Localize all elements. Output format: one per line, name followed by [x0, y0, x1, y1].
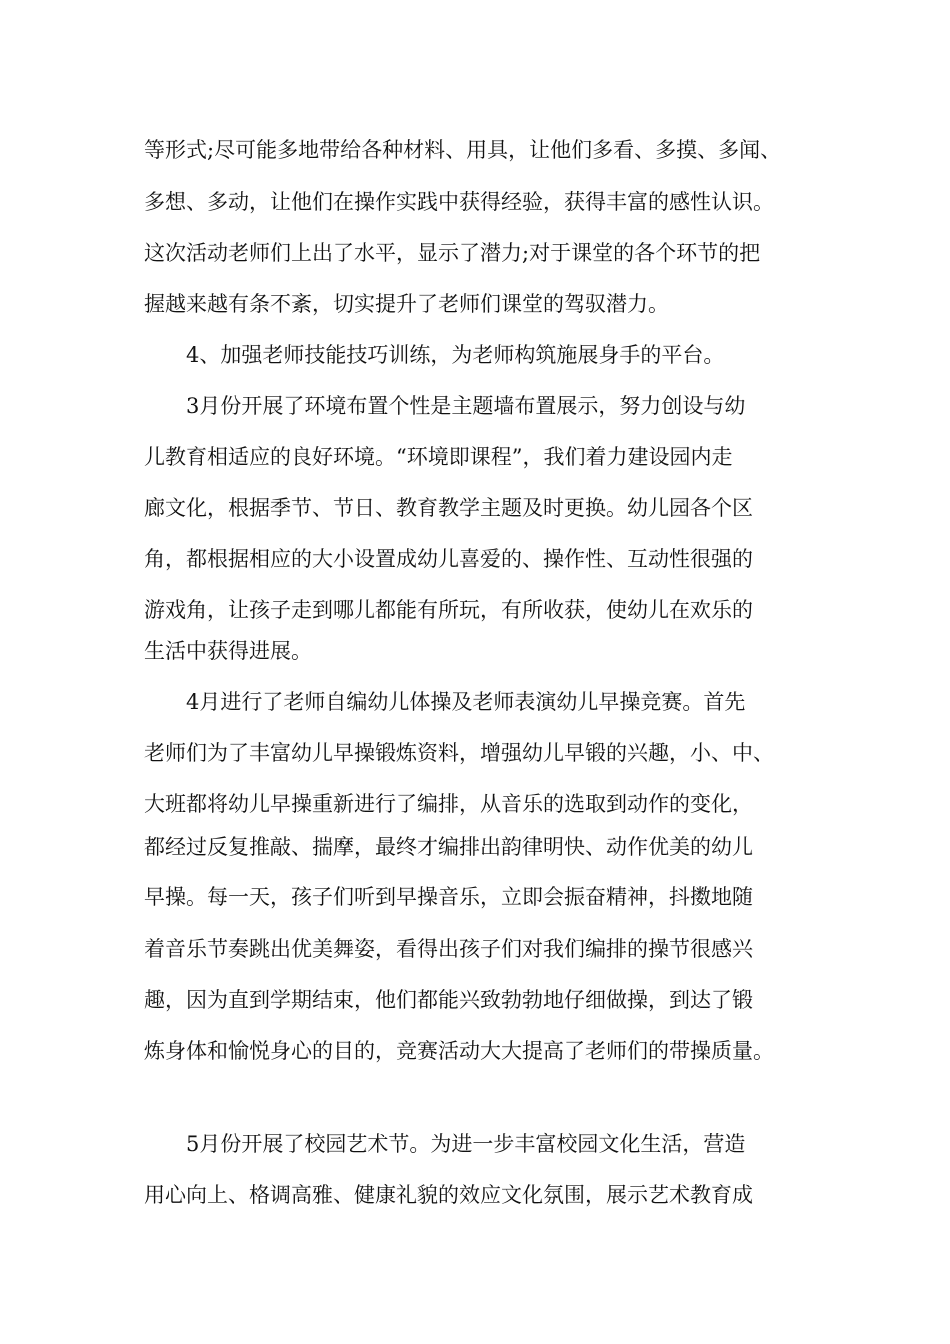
- text-line: 老师们为了丰富幼儿早操锻炼资料，增强幼儿早锻的兴趣，小、中、: [144, 741, 774, 765]
- text-line: 廊文化，根据季节、节日、教育教学主题及时更换。幼儿园各个区: [144, 496, 753, 520]
- section-heading: 4、加强老师技能技巧训练，为老师构筑施展身手的平台。: [186, 343, 725, 367]
- paragraph-start: 3月份开展了环境布置个性是主题墙布置展示，努力创设与幼: [186, 394, 746, 418]
- text-line: 游戏角，让孩子走到哪儿都能有所玩，有所收获，使幼儿在欢乐的: [144, 598, 753, 622]
- text-line: 等形式;尽可能多地带给各种材料、用具，让他们多看、多摸、多闻、: [144, 138, 782, 162]
- text-line: 都经过反复推敲、揣摩，最终才编排出韵律明快、动作优美的幼儿: [144, 835, 753, 859]
- text-line: 握越来越有条不紊，切实提升了老师们课堂的驾驭潜力。: [144, 292, 669, 316]
- text-line: 这次活动老师们上出了水平，显示了潜力;对于课堂的各个环节的把: [144, 241, 761, 265]
- paragraph-start: 5月份开展了校园艺术节。为进一步丰富校园文化生活，营造: [186, 1132, 746, 1156]
- text-line: 生活中获得进展。: [144, 639, 312, 663]
- text-line: 早操。每一天，孩子们听到早操音乐，立即会振奋精神，抖擞地随: [144, 885, 753, 909]
- text-line: 用心向上、格调高雅、健康礼貌的效应文化氛围，展示艺术教育成: [144, 1183, 753, 1207]
- text-line: 趣，因为直到学期结束，他们都能兴致勃勃地仔细做操，到达了锻: [144, 988, 753, 1012]
- paragraph-start: 4月进行了老师自编幼儿体操及老师表演幼儿早操竞赛。首先: [186, 690, 746, 714]
- text-line: 儿教育相适应的良好环境。“环境即课程”，我们着力建设园内走: [144, 445, 733, 469]
- text-line: 炼身体和愉悦身心的目的，竞赛活动大大提高了老师们的带操质量。: [144, 1039, 774, 1063]
- text-line: 多想、多动，让他们在操作实践中获得经验，获得丰富的感性认识。: [144, 190, 774, 214]
- text-line: 角，都根据相应的大小设置成幼儿喜爱的、操作性、互动性很强的: [144, 547, 753, 571]
- text-line: 大班都将幼儿早操重新进行了编排，从音乐的选取到动作的变化，: [144, 792, 753, 816]
- text-line: 着音乐节奏跳出优美舞姿，看得出孩子们对我们编排的操节很感兴: [144, 937, 753, 961]
